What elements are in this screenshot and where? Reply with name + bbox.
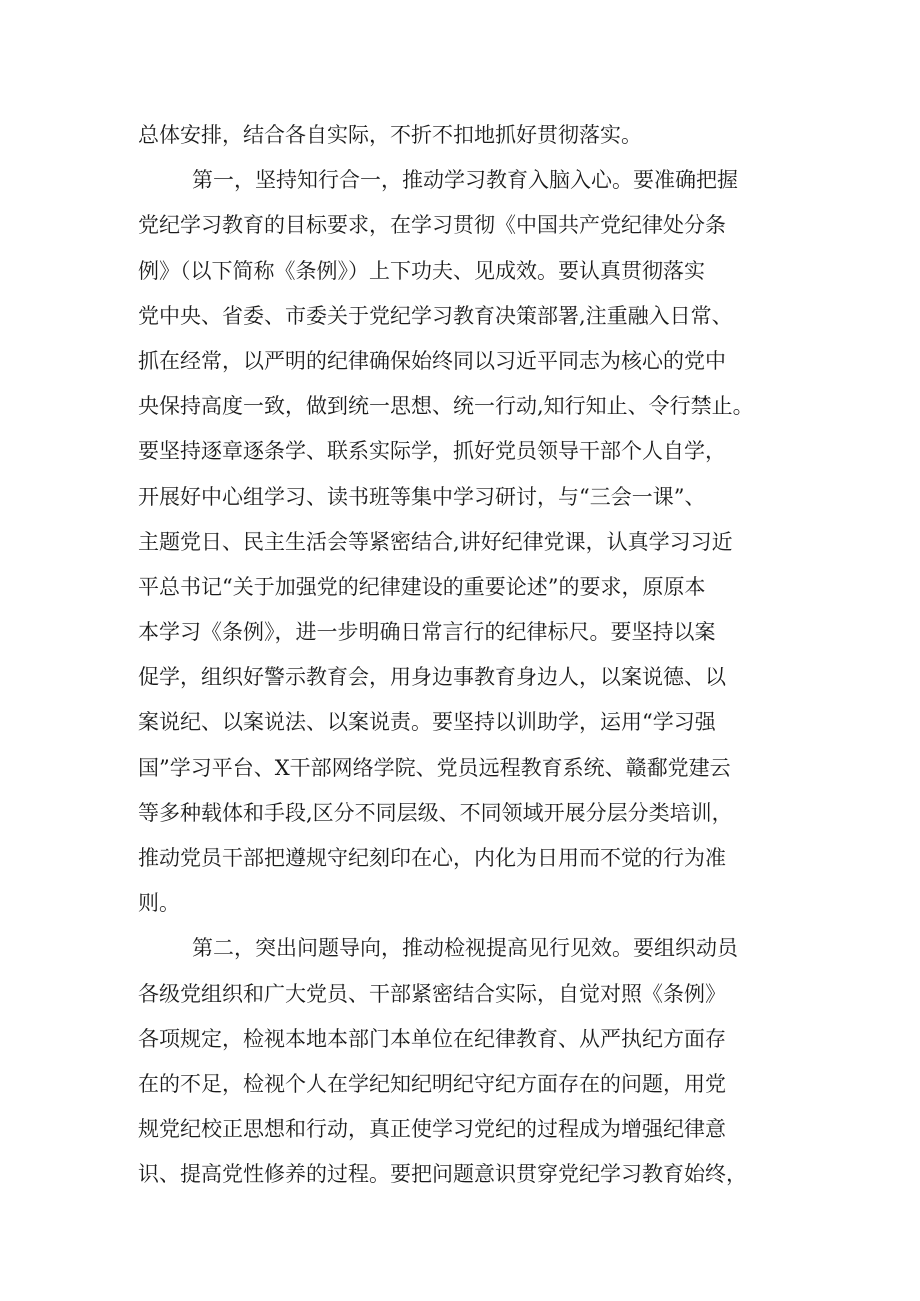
text-line: 党纪学习教育的目标要求，在学习贯彻《中国共产党纪律处分条 <box>138 213 726 238</box>
text-line: 等多种载体和手段,区分不同层级、不同领域开展分层分类培训， <box>138 800 733 825</box>
text-line: 要坚持逐章逐条学、联系实际学，抓好党员领导干部个人自学， <box>138 439 726 464</box>
text-line: 总体安排，结合各自实际，不折不扣地抓好贯彻落实。 <box>138 123 642 147</box>
text-line: 案说纪、以案说法、以案说责。要坚持以训助学，运用“学习强 <box>138 710 716 735</box>
text-line: 各项规定，检视本地本部门本单位在纪律教育、从严执纪方面存 <box>138 1026 726 1051</box>
text-line: 识、提高党性修养的过程。要把问题意识贯穿党纪学习教育始终， <box>138 1162 747 1187</box>
text-line: 党中央、省委、市委关于党纪学习教育决策部署,注重融入日常、 <box>138 303 733 328</box>
text-line: 主题党日、民主生活会等紧密结合,讲好纪律党课，认真学习习近 <box>138 529 733 554</box>
text-line: 本学习《条例》，进一步明确日常言行的纪律标尺。要坚持以案 <box>138 620 716 645</box>
text-line: 例》（以下简称《条例》）上下功夫、见成效。要认真贯彻落实 <box>138 258 705 283</box>
text-line: 抓在经常，以严明的纪律确保始终同以习近平同志为核心的党中 <box>138 348 726 373</box>
text-line: 平总书记“关于加强党的纪律建设的重要论述”的要求，原原本 <box>138 574 706 599</box>
text-line: 第二，突出问题导向，推动检视提高见行见效。要组织动员 <box>192 936 738 961</box>
body-text <box>138 113 798 1198</box>
text-line: 国”学习平台、X干部网络学院、党员远程教育系统、赣鄱党建云 <box>138 755 731 780</box>
text-line: 推动党员干部把遵规守纪刻印在心，内化为日用而不觉的行为准 <box>138 846 726 870</box>
text-line: 央保持高度一致，做到统一思想、统一行动,知行知止、令行禁止。 <box>138 394 754 419</box>
text-line: 第一，坚持知行合一，推动学习教育入脑入心。要准确把握 <box>192 168 738 193</box>
text-line: 规党纪校正思想和行动，真正使学习党纪的过程成为增强纪律意 <box>138 1117 726 1142</box>
text-line: 各级党组织和广大党员、干部紧密结合实际，自觉对照《条例》 <box>138 981 726 1006</box>
text-line: 在的不足，检视个人在学纪知纪明纪守纪方面存在的问题，用党 <box>138 1071 726 1096</box>
text-line: 促学，组织好警示教育会，用身边事教育身边人，以案说德、以 <box>138 665 726 690</box>
text-line: 则。 <box>138 891 180 916</box>
text-line: 开展好中心组学习、读书班等集中学习研讨，与“三会一课”、 <box>138 484 706 509</box>
